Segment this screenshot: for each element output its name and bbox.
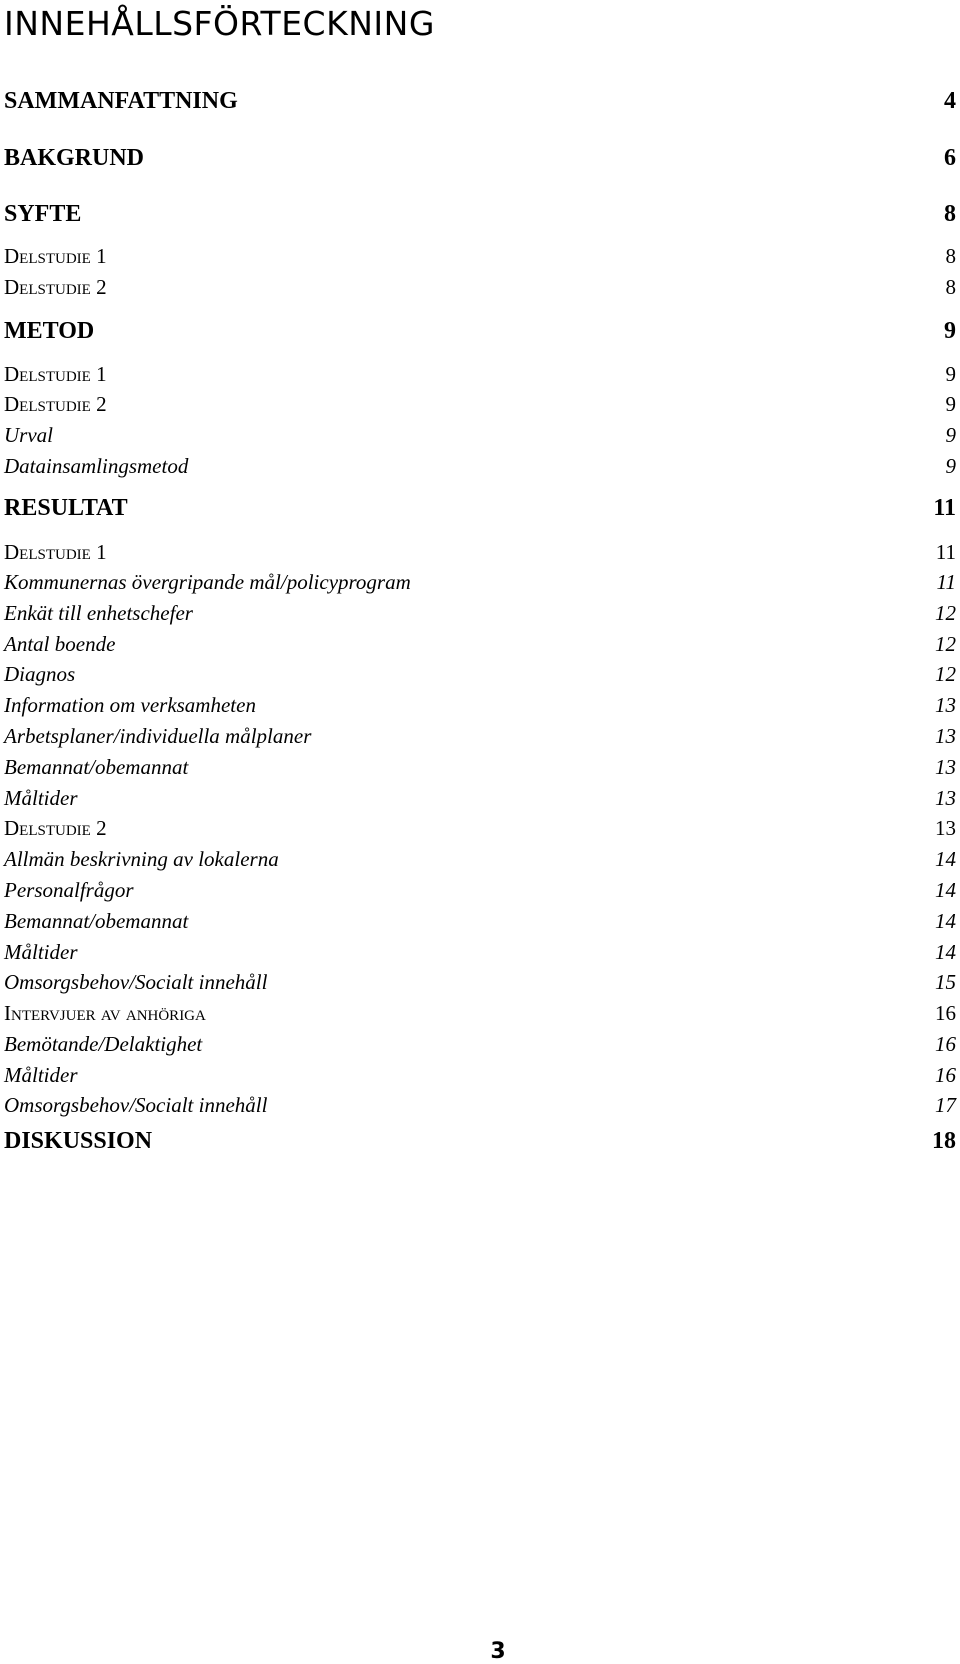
toc-entry[interactable] — [4, 783, 956, 813]
toc-entry-label: SAMMANFATTNING — [4, 88, 238, 114]
toc-entry-page-number: 13 — [935, 786, 956, 810]
toc-entry-page-number: 14 — [935, 847, 956, 871]
toc-entry[interactable] — [4, 629, 956, 659]
toc-entry-label: Delstudie 2 — [4, 275, 107, 299]
toc-entry-page-number: 9 — [945, 423, 956, 447]
toc-entry-page-number: 8 — [944, 201, 956, 227]
toc-entry-label: Måltider — [4, 786, 78, 810]
toc-entry-page-number: 9 — [944, 318, 956, 344]
toc-entry-page-number: 16 — [935, 1001, 956, 1025]
toc-entry-page-number: 17 — [935, 1093, 956, 1117]
toc-entry-label: BAKGRUND — [4, 145, 145, 171]
toc-entry-page-number: 8 — [945, 244, 956, 268]
toc-entry[interactable] — [4, 451, 956, 481]
toc-entry-page-number: 12 — [935, 662, 956, 686]
toc-entry[interactable] — [4, 420, 956, 450]
toc-entry-page-number: 11 — [933, 495, 956, 521]
page-number: 3 — [490, 1639, 506, 1664]
toc-entry-page-number: 6 — [944, 145, 956, 171]
toc-entry[interactable] — [4, 1126, 956, 1156]
toc-entry-page-number: 14 — [935, 878, 956, 902]
toc-entry-label: Måltider — [4, 1063, 78, 1087]
table-of-contents — [4, 0, 956, 1661]
toc-entry-label: Kommunernas övergripande mål/policyprogram — [4, 570, 411, 594]
toc-entry[interactable] — [4, 721, 956, 751]
toc-entry[interactable] — [4, 598, 956, 628]
toc-entry[interactable] — [4, 1090, 956, 1120]
toc-entry-label: Enkät till enhetschefer — [4, 601, 193, 625]
toc-entry-label: Omsorgsbehov/Socialt innehåll — [4, 1093, 268, 1117]
toc-entry[interactable] — [4, 86, 956, 116]
toc-entry[interactable] — [4, 143, 956, 173]
toc-entry-label: Arbetsplaner/individuella målplaner — [4, 724, 312, 748]
toc-entry-page-number: 11 — [935, 540, 956, 564]
toc-entry-label: Allmän beskrivning av lokalerna — [4, 847, 279, 871]
toc-entry[interactable] — [4, 875, 956, 905]
toc-entry[interactable] — [4, 567, 956, 597]
toc-entry[interactable] — [4, 752, 956, 782]
toc-entry-page-number: 15 — [935, 970, 956, 994]
page-title: INNEHÅLLSFÖRTECKNING — [4, 4, 435, 43]
toc-entry-label: DISKUSSION — [4, 1128, 153, 1154]
toc-entry-label: Intervjuer av anhöriga — [4, 1001, 206, 1025]
toc-entry[interactable] — [4, 906, 956, 936]
toc-entry[interactable] — [4, 316, 956, 346]
toc-entry[interactable] — [4, 537, 956, 567]
toc-entry-label: RESULTAT — [4, 495, 128, 521]
toc-entry-label: Bemötande/Delaktighet — [4, 1032, 203, 1056]
toc-entry-label: Delstudie 2 — [4, 816, 107, 840]
toc-entry-page-number: 18 — [932, 1128, 956, 1154]
toc-entry-label: Delstudie 1 — [4, 362, 107, 386]
toc-entry-label: Information om verksamheten — [4, 693, 256, 717]
toc-entry-label: Bemannat/obemannat — [4, 909, 189, 933]
toc-entry-label: Måltider — [4, 940, 78, 964]
toc-entry[interactable] — [4, 272, 956, 302]
toc-entry[interactable] — [4, 1029, 956, 1059]
toc-entry[interactable] — [4, 813, 956, 843]
toc-entry[interactable] — [4, 690, 956, 720]
toc-entry-page-number: 8 — [945, 275, 956, 299]
toc-entry[interactable] — [4, 359, 956, 389]
toc-entry[interactable] — [4, 493, 956, 523]
toc-entry-page-number: 4 — [944, 88, 956, 114]
toc-entry-page-number: 12 — [935, 601, 956, 625]
toc-entry[interactable] — [4, 844, 956, 874]
toc-entry-page-number: 11 — [936, 570, 956, 594]
toc-entry-label: Delstudie 1 — [4, 244, 107, 268]
toc-entry-page-number: 16 — [935, 1032, 956, 1056]
toc-entry-page-number: 9 — [945, 454, 956, 478]
toc-entry-page-number: 12 — [935, 632, 956, 656]
toc-entry-label: Delstudie 2 — [4, 392, 107, 416]
toc-entry[interactable] — [4, 967, 956, 997]
toc-entry-label: Personalfrågor — [4, 878, 134, 902]
toc-entry-label: Datainsamlingsmetod — [4, 454, 189, 478]
toc-entry-label: Delstudie 1 — [4, 540, 107, 564]
toc-entry-page-number: 13 — [935, 816, 956, 840]
toc-entry[interactable] — [4, 998, 956, 1028]
toc-entry[interactable] — [4, 241, 956, 271]
toc-entry-label: METOD — [4, 318, 95, 344]
toc-entry-label: Diagnos — [4, 662, 76, 686]
toc-entry-page-number: 9 — [945, 362, 956, 386]
toc-entry-page-number: 16 — [935, 1063, 956, 1087]
toc-entry-label: Omsorgsbehov/Socialt innehåll — [4, 970, 268, 994]
toc-entry-label: SYFTE — [4, 201, 82, 227]
toc-entry-page-number: 13 — [935, 724, 956, 748]
toc-entry-page-number: 14 — [935, 940, 956, 964]
toc-entry-label: Antal boende — [4, 632, 116, 656]
toc-entry[interactable] — [4, 199, 956, 229]
toc-entry[interactable] — [4, 389, 956, 419]
toc-entry[interactable] — [4, 1060, 956, 1090]
toc-entry-label: Bemannat/obemannat — [4, 755, 189, 779]
toc-entry[interactable] — [4, 937, 956, 967]
toc-entry-page-number: 13 — [935, 693, 956, 717]
toc-entry-page-number: 14 — [935, 909, 956, 933]
toc-entry-label: Urval — [4, 423, 53, 447]
toc-entry[interactable] — [4, 659, 956, 689]
toc-entry-page-number: 9 — [945, 392, 956, 416]
toc-entry-page-number: 13 — [935, 755, 956, 779]
